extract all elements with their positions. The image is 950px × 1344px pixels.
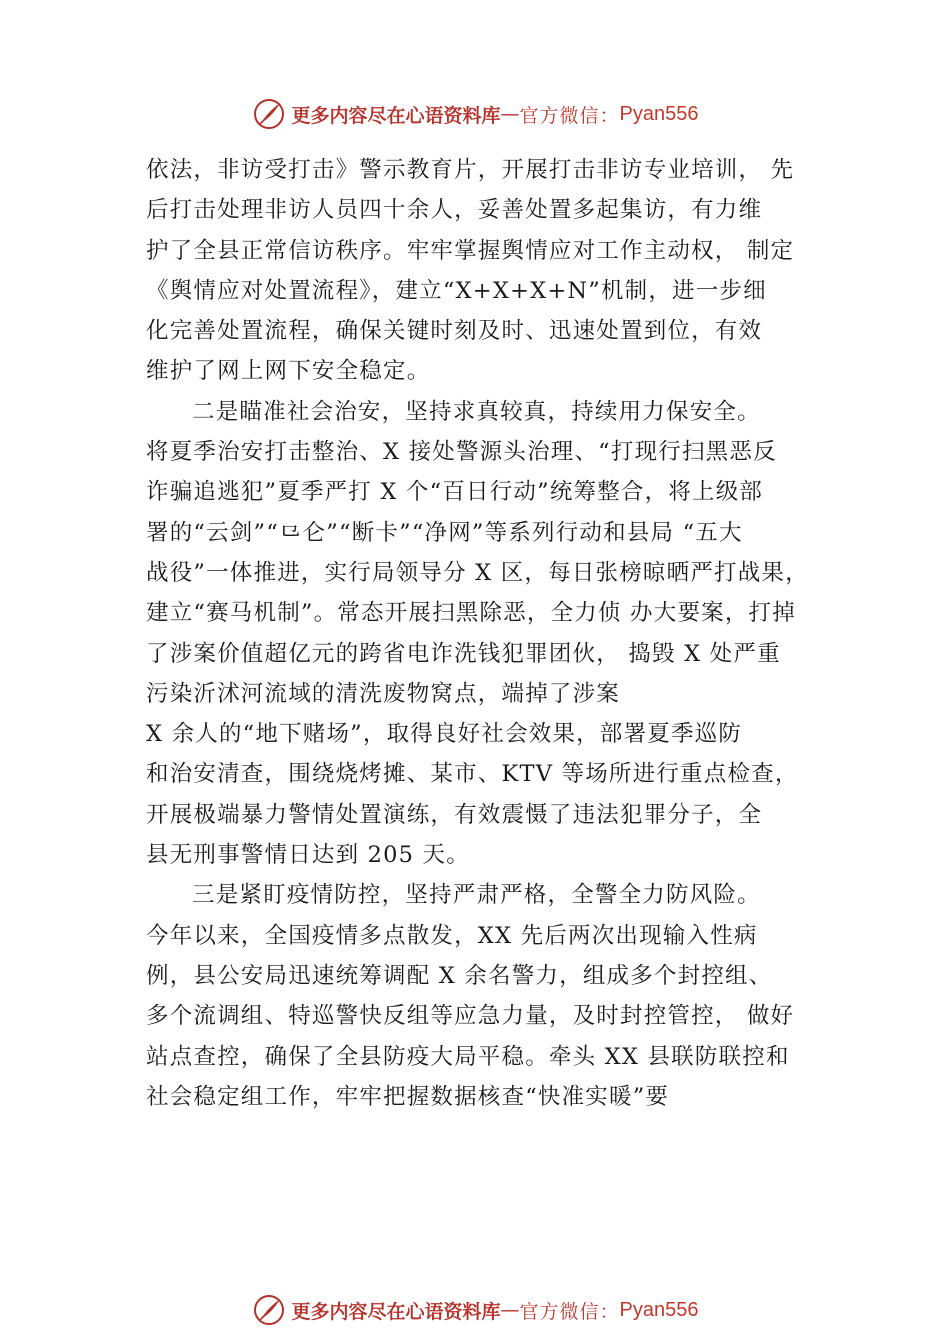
paragraph-start-line: 二是瞄准社会治安，坚持求真较真，持续用力保安全。	[192, 398, 761, 425]
text-line: 战役”一体推进，实行局领导分 X 区，每日张榜晾晒严打战果，	[146, 559, 809, 586]
text-line: 和治安清查，围绕烧烤摊、某市、KTV 等场所进行重点检查，	[146, 761, 799, 788]
banner-separator: —	[500, 103, 520, 125]
footer-banner	[0, 1290, 950, 1330]
document-body	[146, 150, 836, 1117]
text-line: 例，县公安局迅速统筹调配 X 余名警力，组成多个封控组、	[146, 962, 773, 989]
header-banner	[0, 94, 950, 134]
quill-logo-icon	[252, 1293, 286, 1327]
text-line: 县无刑事警情日达到 205 天。	[146, 842, 470, 869]
banner-wechat-id: Pyan556	[619, 102, 699, 125]
banner-wechat-label: 官方微信：	[519, 104, 620, 127]
text-line: 护了全县正常信访秩序。牢牢掌握舆情应对工作主动权， 制定	[146, 237, 795, 264]
text-line: 化完善处置流程，确保关键时刻及时、迅速处置到位，有效	[146, 318, 763, 345]
text-line: 《舆情应对处置流程》，建立“X+X+X+N”机制，进一步细	[146, 277, 767, 304]
banner-library-text: 更多内容尽在心语资料库	[291, 104, 501, 127]
banner-wechat-id: Pyan556	[619, 1298, 699, 1321]
text-line: 社会稳定组工作，牢牢把握数据核查“快准实暖”要	[146, 1083, 670, 1110]
text-line: 诈骗追逃犯”夏季严打 X 个“百日行动”统筹整合，将上级部	[146, 479, 764, 506]
text-line: 开展极端暴力警情处置演练，有效震慑了违法犯罪分子，全	[146, 801, 763, 828]
text-line: 依法，非访受打击》警示教育片，开展打击非访专业培训， 先	[146, 157, 795, 183]
text-line: X 余人的“地下赌场”，取得良好社会效果，部署夏季巡防	[146, 721, 743, 748]
text-line: 多个流调组、特巡警快反组等应急力量，及时封控管控， 做好	[146, 1003, 795, 1030]
text-line: 站点查控，确保了全县防疫大局平稳。牵头 XX 县联防联控和	[146, 1043, 790, 1070]
text-line: 将夏季治安打击整治、X 接处警源头治理、“打现行扫黑恶反	[146, 439, 777, 466]
text-line: 建立“赛马机制”。常态开展扫黑除恶，全力侦 办大要案，打掉	[146, 600, 796, 627]
paragraph-start-line: 三是紧盯疫情防控，坚持严肃严格，全警全力防风险。	[192, 882, 761, 909]
text-line: 后打击处理非访人员四十余人，妥善处置多起集访，有力维	[146, 197, 763, 224]
text-line: 维护了网上网下安全稳定。	[146, 358, 431, 385]
banner-library-text: 更多内容尽在心语资料库	[291, 1300, 501, 1323]
text-line: 污染沂沭河流域的清洗废物窝点，端掉了涉案	[146, 680, 621, 707]
banner-separator: —	[500, 1299, 520, 1321]
text-line: 了涉案价值超亿元的跨省电诈洗钱犯罪团伙， 捣毁 X 处严重	[146, 640, 781, 667]
banner-wechat-label: 官方微信：	[519, 1300, 620, 1323]
quill-logo-icon	[252, 97, 286, 131]
text-line: 署的“云剑”“⺋仑”“断卡”“净网”等系列行动和县局 “五大	[146, 519, 743, 546]
text-line: 今年以来，全国疫情多点散发，XX 先后两次出现输入性病	[146, 922, 758, 949]
